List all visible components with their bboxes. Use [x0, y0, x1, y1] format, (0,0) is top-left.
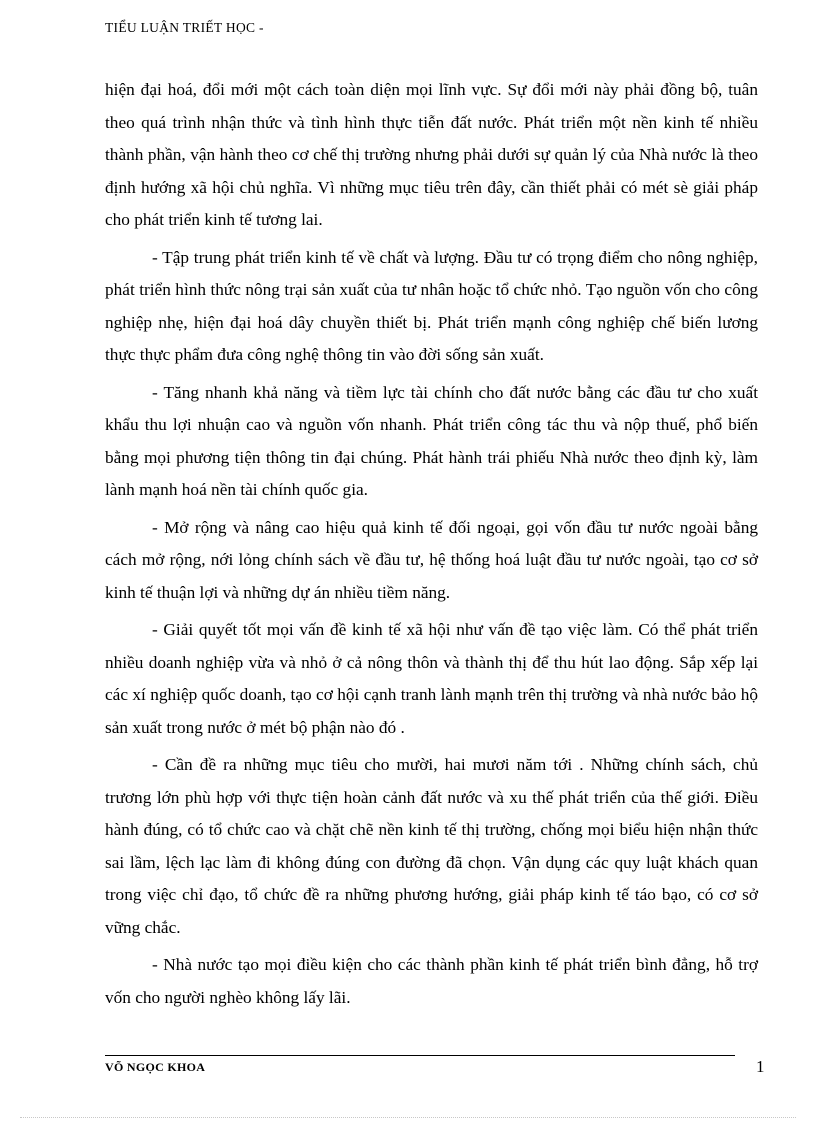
page-edge-divider [20, 1117, 796, 1118]
footer-author: VÕ NGỌC KHOA [105, 1060, 206, 1074]
document-header: TIỂU LUẬN TRIẾT HỌC - [105, 20, 264, 35]
paragraph-economic-development: - Tập trung phát triển kinh tế về chất và lượng. Đầu tư có trọng điểm cho nông nghiệp, phát triển hình thức nông trại sản xuất của tư nhân hoặc tổ chức nhỏ. Tạo nguồn vốn cho công nghiệp nhẹ, hiện đại hoá dây chuyền thiết bị. Phát triển mạnh công nghiệp chế biến lương thực thực phẩm đưa công nghệ thông tin vào đời sống sản xuất. [105, 247, 758, 364]
paragraph-long-term-goals: - Cần đề ra những mục tiêu cho mười, hai mươi năm tới . Những chính sách, chủ trương lớn phù hợp với thực tiện hoàn cảnh đất nước và xu thế phát triển của thế giới. Điều hành đúng, có tổ chức cao và chặt chẽ nền kinh tế thị trường, chống mọi biểu hiện nhận thức sai lầm, lệch lạc làm đi không đúng con đường đã chọn. Vận dụng các quy luật khách quan trong việc chỉ đạo, tổ chức đề ra những phương hướng, giải pháp kinh tế táo bạo, có cơ sở vững chắc. [105, 755, 758, 937]
paragraph-continuation: hiện đại hoá, đổi mới một cách toàn diện mọi lĩnh vực. Sự đổi mới này phải đồng bộ, tuân theo quá trình nhận thức và tình hình thực tiễn đất nước. Phát triển một nền kinh tế nhiều thành phần, vận hành theo cơ chế thị trường nhưng phải dưới sự quản lý của Nhà nước là theo định hướng xã hội chủ nghĩa. Vì những mục tiêu trên đây, cần thiết phải có mét sè giải pháp cho phát triển kinh tế tương lai. [105, 80, 758, 229]
paragraph-equal-development: - Nhà nước tạo mọi điều kiện cho các thành phần kinh tế phát triển bình đẳng, hỗ trợ vốn cho người nghèo không lấy lãi. [105, 955, 758, 1007]
paragraph-employment: - Giải quyết tốt mọi vấn đề kinh tế xã hội như vấn đề tạo việc làm. Có thể phát triển nhiều doanh nghiệp vừa và nhỏ ở cả nông thôn và thành thị để thu hút lao động. Sắp xếp lại các xí nghiệp quốc doanh, tạo cơ hội cạnh tranh lành mạnh trên thị trường và nhà nước bảo hộ sản xuất trong nước ở mét bộ phận nào đó . [105, 620, 758, 737]
paragraph-financial-capacity: - Tăng nhanh khả năng và tiềm lực tài chính cho đất nước bằng các đầu tư cho xuất khẩu thu lợi nhuận cao và nguồn vốn nhanh. Phát triển công tác thu và nộp thuế, phổ biến bằng mọi phương tiện thông tin đại chúng. Phát hành trái phiếu Nhà nước theo định kỳ, làm lành mạnh hoá nền tài chính quốc gia. [105, 382, 758, 499]
footer-divider [105, 1055, 735, 1056]
document-body [105, 74, 758, 1019]
page-number: 1 [756, 1057, 765, 1076]
paragraph-foreign-economics: - Mở rộng và nâng cao hiệu quả kinh tế đối ngoại, gọi vốn đầu tư nước ngoài bằng cách mở rộng, nới lỏng chính sách về đầu tư, hệ thống hoá luật đầu tư nước ngoài, tạo cơ sở kinh tế thuận lợi và những dự án nhiều tiềm năng. [105, 517, 758, 602]
